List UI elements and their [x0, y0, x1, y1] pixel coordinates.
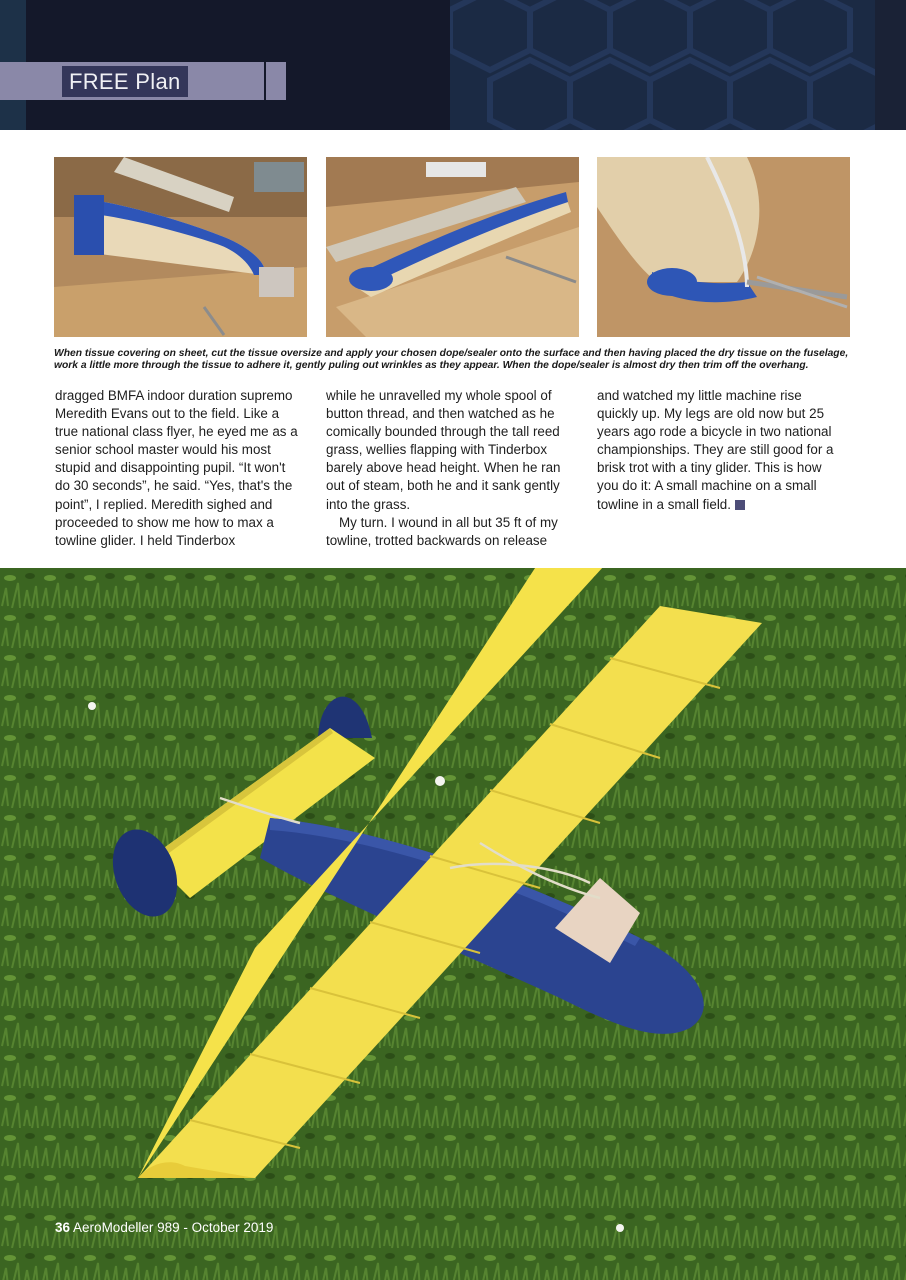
column-2-paragraph-2: My turn. I wound in all but 35 ft of my towline, trotted backwards on release — [326, 514, 558, 548]
main-photo-glider-on-grass — [0, 568, 906, 1280]
photo-trimming-overhang — [597, 157, 850, 337]
page-footer — [55, 1219, 273, 1237]
end-of-article-mark — [735, 500, 745, 510]
header-hex-pattern — [450, 0, 875, 130]
section-label: FREE Plan — [62, 66, 188, 97]
column-3-paragraph — [597, 387, 845, 514]
column-3-text: and watched my little machine rise quickly up. My legs are old now but 25 years ago rode a bicycle in two national championships. They are still good for a brisk trot with a tiny glider. This is how you do it: A small machine on a small towline in a small field. — [597, 388, 834, 512]
text-column-1 — [55, 387, 303, 550]
photo-fuselage-taped — [54, 157, 307, 337]
header-right-strip — [875, 0, 906, 130]
text-column-3 — [597, 387, 845, 514]
photo-caption: When tissue covering on sheet, cut the tissue oversize and apply your chosen dope/sealer onto the surface and then having placed the dry tissue on the fuselage, work a little more through the tissue to adhere it, gently puling out wrinkles as they appear. When the dope/sealer is almost dry then trim off the overhang. — [54, 348, 849, 371]
publication-info: AeroModeller 989 - October 2019 — [73, 1220, 274, 1235]
column-1-paragraph: dragged BMFA indoor duration supremo Meredith Evans out to the field. Like a true national class flyer, he eyed me as a senior school master would his most stupid and disappointing pupil. “It won't do 30 seconds”, he said. “Yes, that's the point”, I replied. Meredith sighed and proceeded to show me how to max a towline glider. I held Tinderbox — [55, 388, 298, 548]
column-2-paragraph-1: while he unravelled my whole spool of button thread, and then watched as he comically bounded through the tall reed grass, wellies flapping with Tinderbox barely above head height. When he ran out of steam, both he and it sank gently into the grass. — [326, 388, 561, 512]
section-bar-tab — [266, 62, 286, 100]
text-column-2 — [326, 387, 574, 550]
photo-tissue-applied — [326, 157, 579, 337]
page-number: 36 — [55, 1220, 71, 1235]
